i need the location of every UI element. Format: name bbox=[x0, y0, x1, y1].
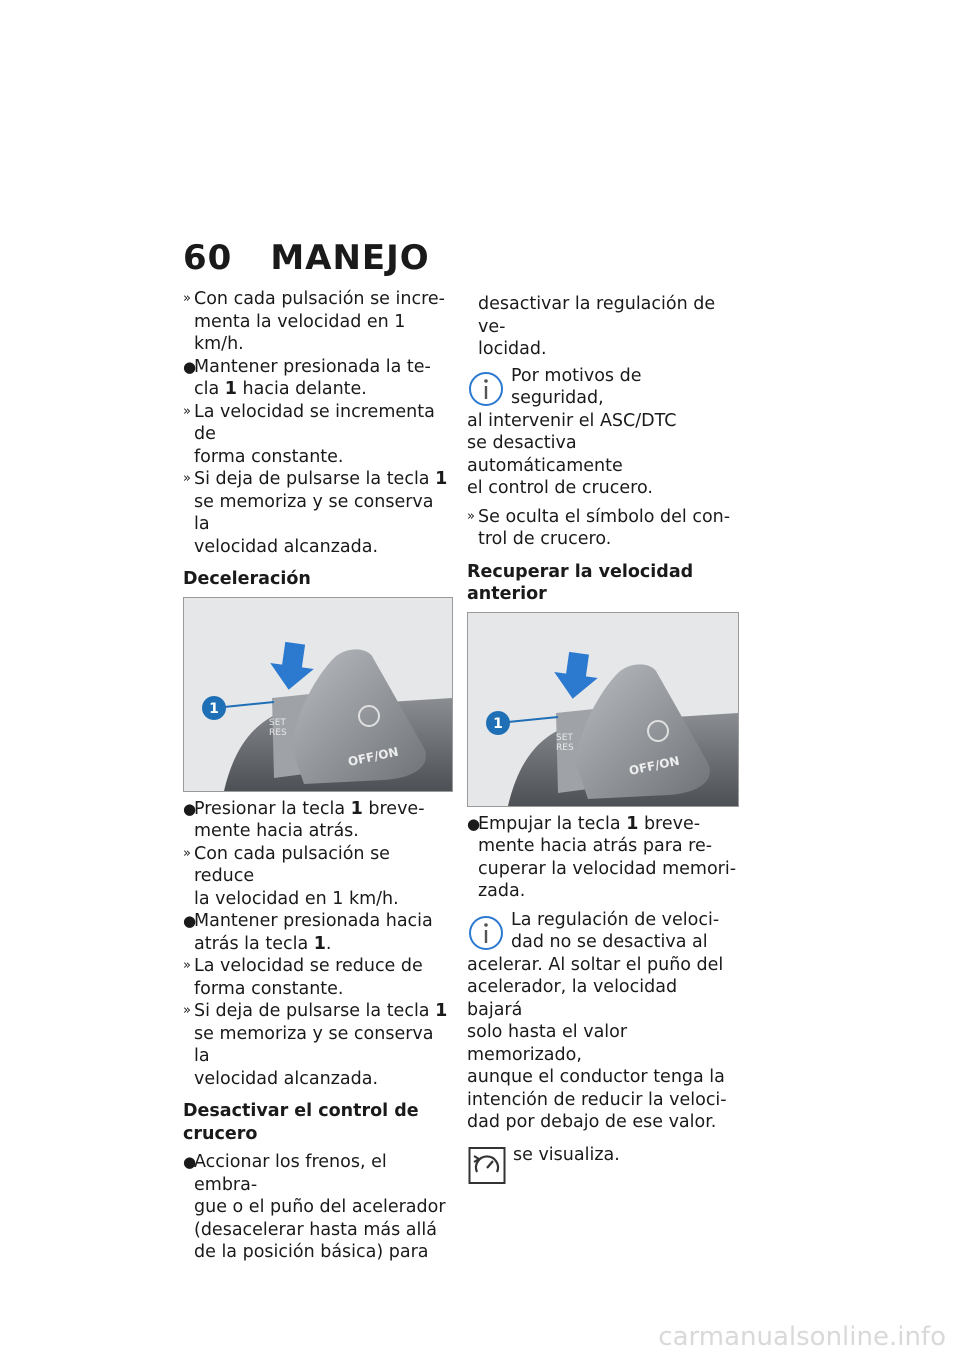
heading-deactivate: Desactivar el control de crucero bbox=[183, 1101, 419, 1144]
list-item: » La velocidad se reduce de bbox=[183, 956, 423, 976]
list-item: » Con cada pulsación se reduce bbox=[183, 843, 390, 886]
list-item-cont: velocidad alcanzada. bbox=[194, 536, 379, 557]
list-item-cont: la velocidad en 1 km/h. bbox=[194, 888, 399, 909]
callout-number: 1 bbox=[493, 715, 503, 732]
list-item-cont: de la posición básica) para bbox=[194, 1242, 429, 1262]
list-item: » Si deja de pulsarse la tecla 1 bbox=[183, 469, 448, 489]
info-note: La regulación de veloci- dad no se desactiva al acelerar. Al soltar el puño del acelerador, la velocidad bajará solo hasta el valor memorizado, aunque el conductor tenga la intención de reducir la veloci- dad por debajo de ese valor. bbox=[467, 909, 727, 1132]
list-item: ● Mantener presionada hacia bbox=[183, 911, 433, 931]
offon-label: OFF/ON bbox=[346, 744, 400, 769]
set-label: SET bbox=[556, 732, 573, 743]
callout-number: 1 bbox=[209, 700, 219, 717]
cruise-control-icon bbox=[467, 1146, 507, 1186]
list-item: » Con cada pulsación se incre- bbox=[183, 289, 445, 309]
list-item-cont: mente hacia atrás para re- bbox=[478, 836, 713, 856]
list-item-cont: locidad. bbox=[478, 339, 547, 359]
right-column bbox=[467, 293, 737, 1186]
watermark: carmanualsonline.info bbox=[658, 1322, 946, 1352]
list-item: » La velocidad se incrementa de bbox=[183, 401, 435, 444]
list-item-cont: velocidad alcanzada. bbox=[194, 1068, 379, 1089]
page-number: 60 bbox=[183, 238, 233, 278]
list-item: ● Mantener presionada la te- bbox=[183, 356, 431, 377]
heading-deceleration: Deceleración bbox=[183, 569, 311, 589]
handlebar-switch-illustration bbox=[184, 598, 452, 791]
list-item-cont: menta la velocidad en 1 km/h. bbox=[194, 311, 406, 354]
info-icon bbox=[467, 369, 505, 409]
list-item: ● Empujar la tecla 1 breve- bbox=[467, 813, 701, 834]
heading-recover: Recuperar la velocidad anterior bbox=[467, 561, 694, 604]
list-item-cont: cla 1 hacia delante. bbox=[194, 379, 367, 399]
list-item-cont: forma constante. bbox=[194, 978, 344, 999]
list-item: ● Accionar los frenos, el embra- bbox=[183, 1152, 387, 1195]
list-item: ● Presionar la tecla 1 breve- bbox=[183, 798, 425, 819]
symbol-note: se visualiza. bbox=[467, 1144, 737, 1167]
handlebar-switch-illustration bbox=[468, 613, 738, 806]
list-item-cont: gue o el puño del acelerador bbox=[194, 1197, 446, 1217]
set-label: SET bbox=[269, 717, 286, 728]
list-item-cont: (desacelerar hasta más allá bbox=[194, 1219, 437, 1240]
list-item-cont: zada. bbox=[478, 881, 526, 901]
res-label: RES bbox=[556, 742, 574, 753]
info-note: Por motivos de seguridad, al intervenir el ASC/DTC se desactiva automáticamente el control de crucero. bbox=[467, 365, 677, 498]
list-item: » Si deja de pulsarse la tecla 1 bbox=[183, 1001, 448, 1021]
left-column bbox=[183, 288, 451, 1264]
offon-label: OFF/ON bbox=[627, 753, 681, 778]
list-item-cont: desactivar la regulación de ve- bbox=[478, 294, 716, 337]
list-item-cont: atrás la tecla 1. bbox=[194, 933, 332, 954]
list-item-cont: se memoriza y se conserva la bbox=[194, 1023, 434, 1066]
info-icon bbox=[467, 913, 505, 953]
list-item: » Se oculta el símbolo del con- bbox=[467, 506, 731, 527]
page-header bbox=[183, 238, 430, 278]
list-item-cont: forma constante. bbox=[194, 446, 344, 467]
section-title: MANEJO bbox=[270, 238, 430, 278]
list-item-cont: mente hacia atrás. bbox=[194, 821, 359, 841]
list-item-cont: cuperar la velocidad memori- bbox=[478, 858, 737, 879]
res-label: RES bbox=[269, 727, 287, 738]
figure-recover bbox=[467, 612, 739, 807]
list-item-cont: trol de crucero. bbox=[478, 529, 612, 549]
figure-deceleration bbox=[183, 597, 453, 792]
list-item-cont: se memoriza y se conserva la bbox=[194, 491, 434, 534]
